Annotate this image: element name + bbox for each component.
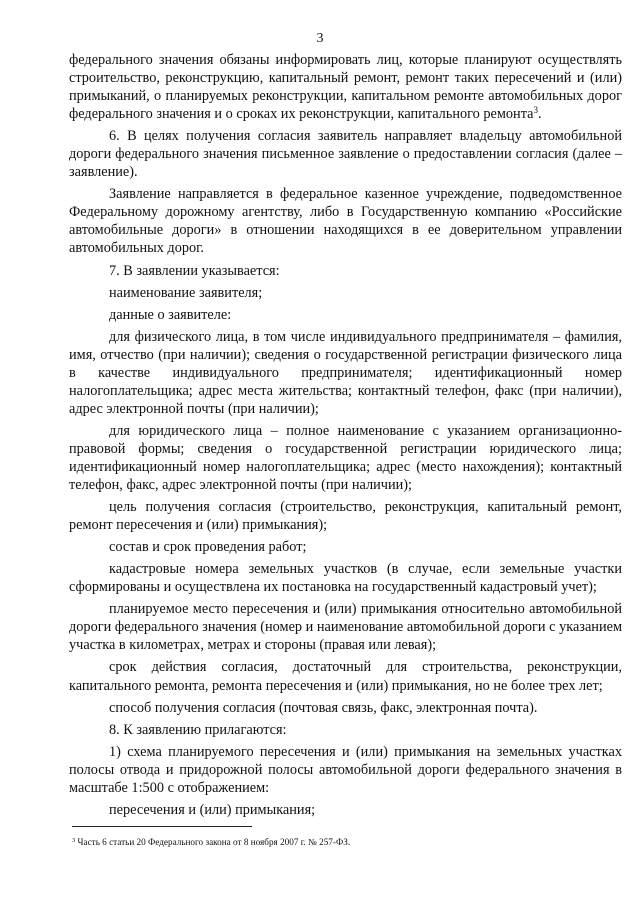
paragraph-text: федерального значения обязаны информировать лиц, которые планируют осуществлять строительство, реконструкцию, капитальный ремонт, ремонт таких пересечений и (или) примыканий, о планируемых реконструкции, капитальном ремонте автомобильных дорог федерального значения и о сроках их реконструкции, капитального ремонта — [69, 52, 622, 123]
paragraph-applicant-name: наименование заявителя; — [109, 284, 263, 301]
footnote-marker: 3 — [72, 837, 76, 844]
paragraph-applicant-data: данные о заявителе: — [109, 306, 232, 323]
footnote — [72, 837, 622, 848]
paragraph-continuation — [69, 51, 622, 123]
document-body — [69, 51, 622, 819]
paragraph-legal-entity: для юридического лица – полное наименование с указанием организационно-правовой формы; сведения о государственной регистрации юридического лица; идентификационный номер налогоплательщика; адрес (место нахождения); контактный телефон, факс, адрес электронной почты (при наличии); — [69, 422, 622, 494]
footnote-divider — [72, 826, 252, 827]
paragraph-intersection: пересечения и (или) примыкания; — [109, 801, 316, 818]
paragraph-application-sent: Заявление направляется в федеральное казенное учреждение, подведомственное Федеральному дорожному агентству, либо в Государственную компанию «Российские автомобильные дороги» в отношении находящихся в ее доверительном управлении автомобильных дорог. — [69, 186, 622, 257]
paragraph-item-6: 6. В целях получения согласия заявитель направляет владельцу автомобильной дороги федерального значения письменное заявление о предоставлении согласия (далее – заявление). — [69, 128, 622, 181]
footnote-text: Часть 6 статьи 20 Федерального закона от 8 ноября 2007 г. № 257-ФЗ. — [77, 837, 351, 847]
paragraph-cadastral: кадастровые номера земельных участков (в случае, если земельные участки сформированы и осуществлена их постановка на государственный кадастровый учет); — [69, 561, 622, 596]
paragraph-term: срок действия согласия, достаточный для строительства, реконструкции, капитального ремонта, ремонта пересечения и (или) примыкания, но не более трех лет; — [69, 659, 622, 694]
paragraph-item-7: 7. В заявлении указывается: — [109, 262, 280, 279]
paragraph-location: планируемое место пересечения и (или) примыкания относительно автомобильной дороги федерального значения (номер и наименование автомобильной дороги с указанием участка в километрах, метрах и стороны (правая или левая); — [69, 601, 622, 654]
paragraph-item-8: 8. К заявлению прилагаются: — [109, 721, 287, 738]
paragraph-delivery-method: способ получения согласия (почтовая связь, факс, электронная почта). — [109, 699, 538, 716]
page-number: 3 — [316, 31, 324, 46]
paragraph-works: состав и срок проведения работ; — [109, 539, 307, 556]
paragraph-tail: . — [537, 106, 542, 123]
footnote-reference: 3 — [533, 105, 538, 116]
paragraph-purpose: цель получения согласия (строительство, реконструкция, капитальный ремонт, ремонт пересечения и (или) примыкания); — [69, 499, 622, 534]
paragraph-scheme: 1) схема планируемого пересечения и (или) примыкания на земельных участках полосы отвода и придорожной полосы автомобильной дороги федерального значения в масштабе 1:500 с отображением: — [69, 743, 622, 796]
paragraph-individual: для физического лица, в том числе индивидуального предпринимателя – фамилия, имя, отчество (при наличии); сведения о государственной регистрации физического лица в качестве индивидуального предпринимателя; идентификационный номер налогоплательщика; адрес места жительства; контактный телефон, факс (при наличии), адрес электронной почты (при наличии); — [69, 328, 622, 417]
